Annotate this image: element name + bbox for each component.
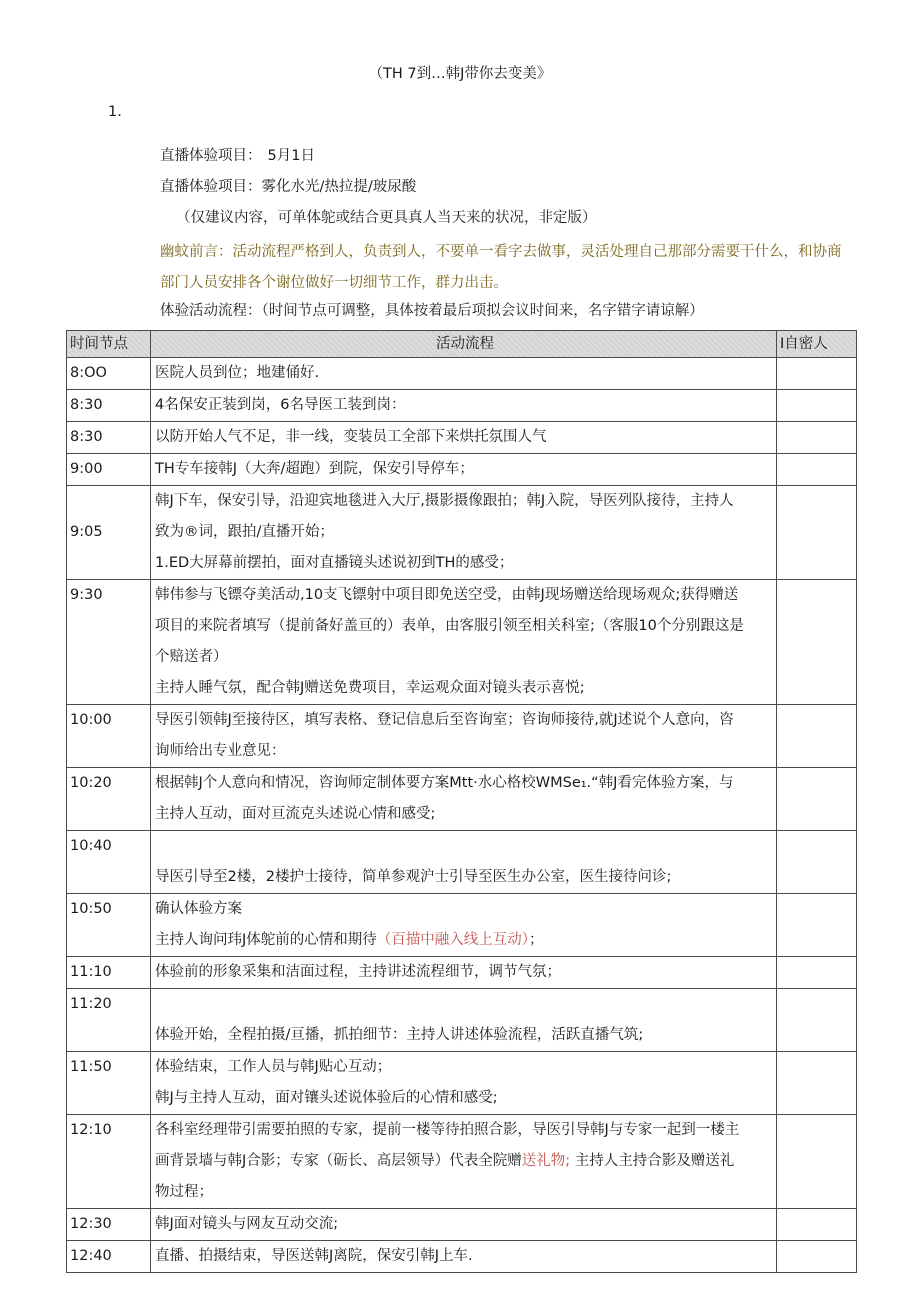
row-owner (777, 454, 857, 486)
row-time: 9:30 (67, 580, 151, 705)
row-time: 9:05 (67, 486, 151, 580)
table-row (67, 1241, 857, 1273)
preface-line-1: 幽蚊前言：活动流程严格到人，负责到人，不要单一看字去做事，灵活处理自己那部分需要干什么，和协商 (160, 244, 842, 260)
flow-line-text: 体验前的形象采集和洁面过程，主持讲述流程细节，调节气氛； (155, 964, 561, 980)
flow-line (155, 486, 776, 517)
row-owner (777, 358, 857, 390)
flow-line (155, 1083, 776, 1114)
flow-line (155, 454, 776, 485)
row-owner (777, 894, 857, 957)
table-row (67, 831, 857, 894)
row-owner (777, 989, 857, 1052)
row-flow (151, 454, 777, 486)
header-owner: I自密人 (777, 331, 857, 358)
flow-line (155, 831, 776, 862)
table-header-row (67, 331, 857, 358)
table-row (67, 1052, 857, 1115)
row-owner (777, 705, 857, 768)
flow-line-text: 物过程； (155, 1184, 213, 1200)
flow-line (155, 957, 776, 988)
flow-line (155, 548, 776, 579)
flow-line (155, 894, 776, 925)
row-time: 12:40 (67, 1241, 151, 1273)
row-flow (151, 580, 777, 705)
row-owner (777, 957, 857, 989)
flow-line (155, 580, 776, 611)
row-owner (777, 768, 857, 831)
row-owner (777, 1241, 857, 1273)
flow-line (155, 736, 776, 767)
row-time: 10:20 (67, 768, 151, 831)
table-row (67, 580, 857, 705)
row-flow (151, 957, 777, 989)
flow-line-text: 导医引导至2楼，2楼护士接待，简单参观沪士引导至医生办公室，医生接待问诊; (155, 869, 672, 885)
row-time: 8:OO (67, 358, 151, 390)
flow-line (155, 768, 776, 799)
flow-line (155, 517, 776, 548)
row-time: 11:50 (67, 1052, 151, 1115)
row-owner (777, 1209, 857, 1241)
row-owner (777, 831, 857, 894)
row-owner (777, 1115, 857, 1209)
row-time: 11:20 (67, 989, 151, 1052)
row-flow (151, 1209, 777, 1241)
flow-line-text: TH专车接韩J（大奔/超跑）到院，保安引导停车； (155, 461, 474, 477)
flow-line-text: 体验开始，全程拍摄/亘播，抓拍细节：主持人讲述体验流程，活跃直播气筑; (155, 1027, 644, 1043)
table-row (67, 705, 857, 768)
table-row (67, 957, 857, 989)
preface-line-2: 部门人员安排各个谢位做好一切细节工作，群力出击。 (160, 275, 508, 291)
row-owner (777, 486, 857, 580)
highlight-text: 送礼物; (521, 1153, 571, 1169)
table-row (67, 894, 857, 957)
flow-line (155, 1020, 776, 1051)
row-flow (151, 989, 777, 1052)
document-title: （TH 7到…韩J带你去变美》 (368, 66, 552, 82)
live-items-line (160, 175, 416, 196)
flow-intro: 体验活动流程：（时间节点可调整，具体按着最后项拟会议时间来，名字错字请谅解） (160, 303, 704, 319)
highlight-text: （百描中融入线上互动） (376, 932, 530, 948)
note-line: （仅建议内容，可单体鸵或结合更具真人当天来的状况，非定版） (176, 210, 597, 226)
flow-line-text: 以防开始人气不足，非一线，变装员工全部下来烘托氛围人气 (155, 429, 547, 445)
table-row (67, 454, 857, 486)
flow-line (155, 925, 776, 956)
header-flow: 活动流程 (151, 331, 777, 358)
row-owner (777, 422, 857, 454)
live-date-line (160, 144, 315, 165)
flow-line-text: 医院人员到位；地建俑好. (155, 365, 320, 381)
flow-line-text: 主持人互动，面对亘流克头述说心情和感受; (155, 806, 436, 822)
flow-line (155, 1146, 776, 1177)
live-items-label: 直播体验项目： (160, 179, 262, 195)
flow-line-text: 主持人睡气氛，配合韩J赠送免费项目，幸运观众面对镜头表示喜悦; (155, 680, 585, 696)
flow-line (155, 611, 776, 642)
flow-line-text: 确认体验方案 (155, 901, 242, 917)
row-owner (777, 1052, 857, 1115)
list-number: 1. (108, 104, 122, 120)
row-flow (151, 1241, 777, 1273)
flow-line (155, 862, 776, 893)
flow-line (155, 358, 776, 389)
flow-line-text: 韩J下车，保安引导，沿迎宾地毯进入大厅,摄影摄像跟拍；韩J入院，导医列队接待，主持人 (155, 493, 734, 509)
row-time: 9:00 (67, 454, 151, 486)
live-date-label: 直播体验项目： (160, 148, 262, 164)
flow-line-text: 韩伟参与飞镖夺美活动,10支飞镖射中项目即免送空受，由韩J现场赠送给现场观众;获得赠送 (155, 587, 739, 603)
row-flow (151, 358, 777, 390)
flow-line-text: 4名保安正装到岗，6名导医工装到岗： (155, 397, 406, 413)
live-items-value: 雾化水光/热拉提/玻尿酸 (261, 179, 417, 195)
table-row (67, 1209, 857, 1241)
flow-line (155, 799, 776, 830)
row-flow (151, 768, 777, 831)
flow-line-text: 各科室经理带引需要拍照的专家，提前一楼等待拍照合影，导医引导韩J与专家一起到一楼主 (155, 1122, 740, 1138)
table-row (67, 989, 857, 1052)
live-date-value: 5月1日 (267, 148, 315, 164)
row-time: 12:10 (67, 1115, 151, 1209)
flow-line (155, 1052, 776, 1083)
row-owner (777, 580, 857, 705)
row-time: 8:30 (67, 390, 151, 422)
flow-line-text: 致为®词，跟拍/直播开始； (155, 524, 334, 540)
table-row (67, 486, 857, 580)
flow-line-tail: 主持人主持合影及赠送礼 (570, 1153, 735, 1169)
flow-line (155, 422, 776, 453)
table-row (67, 1115, 857, 1209)
flow-line (155, 673, 776, 704)
row-flow (151, 705, 777, 768)
flow-line-text: 个赔送者） (155, 649, 228, 665)
row-time: 10:50 (67, 894, 151, 957)
flow-line (155, 390, 776, 421)
row-time: 10:40 (67, 831, 151, 894)
flow-line-text: 体验结束，工作人员与韩J贴心互动； (155, 1059, 392, 1075)
flow-line-text: 询师给出专业意见： (155, 743, 286, 759)
row-flow (151, 831, 777, 894)
flow-line-text: 直播、拍摄结束，导医送韩J离院，保安引韩J上车. (155, 1248, 473, 1264)
flow-line-text: 画背景墙与韩J合影；专家（砺长、高层领导）代表全院赠 (155, 1153, 522, 1169)
table-row (67, 768, 857, 831)
row-flow (151, 894, 777, 957)
flow-line-text: 主持人询问玮J体鸵前的心情和期待 (155, 932, 377, 948)
row-flow (151, 390, 777, 422)
row-time: 12:30 (67, 1209, 151, 1241)
row-flow (151, 1052, 777, 1115)
table-row (67, 358, 857, 390)
flow-line-text: 根据韩J个人意向和情况，咨询师定制体要方案Mtt·水心格校WMSe₁.“韩J看完体验方案，与 (155, 775, 734, 791)
flow-line-tail: ； (529, 932, 544, 948)
flow-line (155, 1209, 776, 1240)
row-time: 8:30 (67, 422, 151, 454)
row-owner (777, 390, 857, 422)
flow-line (155, 1115, 776, 1146)
header-time: 时间节点 (67, 331, 151, 358)
row-time: 11:10 (67, 957, 151, 989)
flow-line (155, 642, 776, 673)
flow-line (155, 989, 776, 1020)
preface (160, 237, 860, 299)
flow-line (155, 1241, 776, 1272)
table-row (67, 422, 857, 454)
flow-line-text: 韩J与主持人互动，面对镶头述说体验后的心情和感受; (155, 1090, 498, 1106)
flow-line-text: 1.ED大屏幕前摆拍，面对直播镜头述说初到TH的感受； (155, 555, 514, 571)
flow-line-text: 导医引领韩J至接待区，填写表格、登记信息后至咨询室；咨询师接待,就J述说个人意向，咨 (155, 712, 734, 728)
flow-line-text: 项目的来院者填写（提前备好盖亘的）表单，由客服引领至相关科室;（客服10个分别跟这是 (155, 618, 744, 634)
row-flow (151, 1115, 777, 1209)
flow-line-text: 韩J面对镜头与网友互动交流; (155, 1216, 339, 1232)
row-flow (151, 486, 777, 580)
table-row (67, 390, 857, 422)
flow-line (155, 705, 776, 736)
row-time: 10:00 (67, 705, 151, 768)
row-flow (151, 422, 777, 454)
schedule-table (66, 330, 857, 1273)
flow-line (155, 1177, 776, 1208)
